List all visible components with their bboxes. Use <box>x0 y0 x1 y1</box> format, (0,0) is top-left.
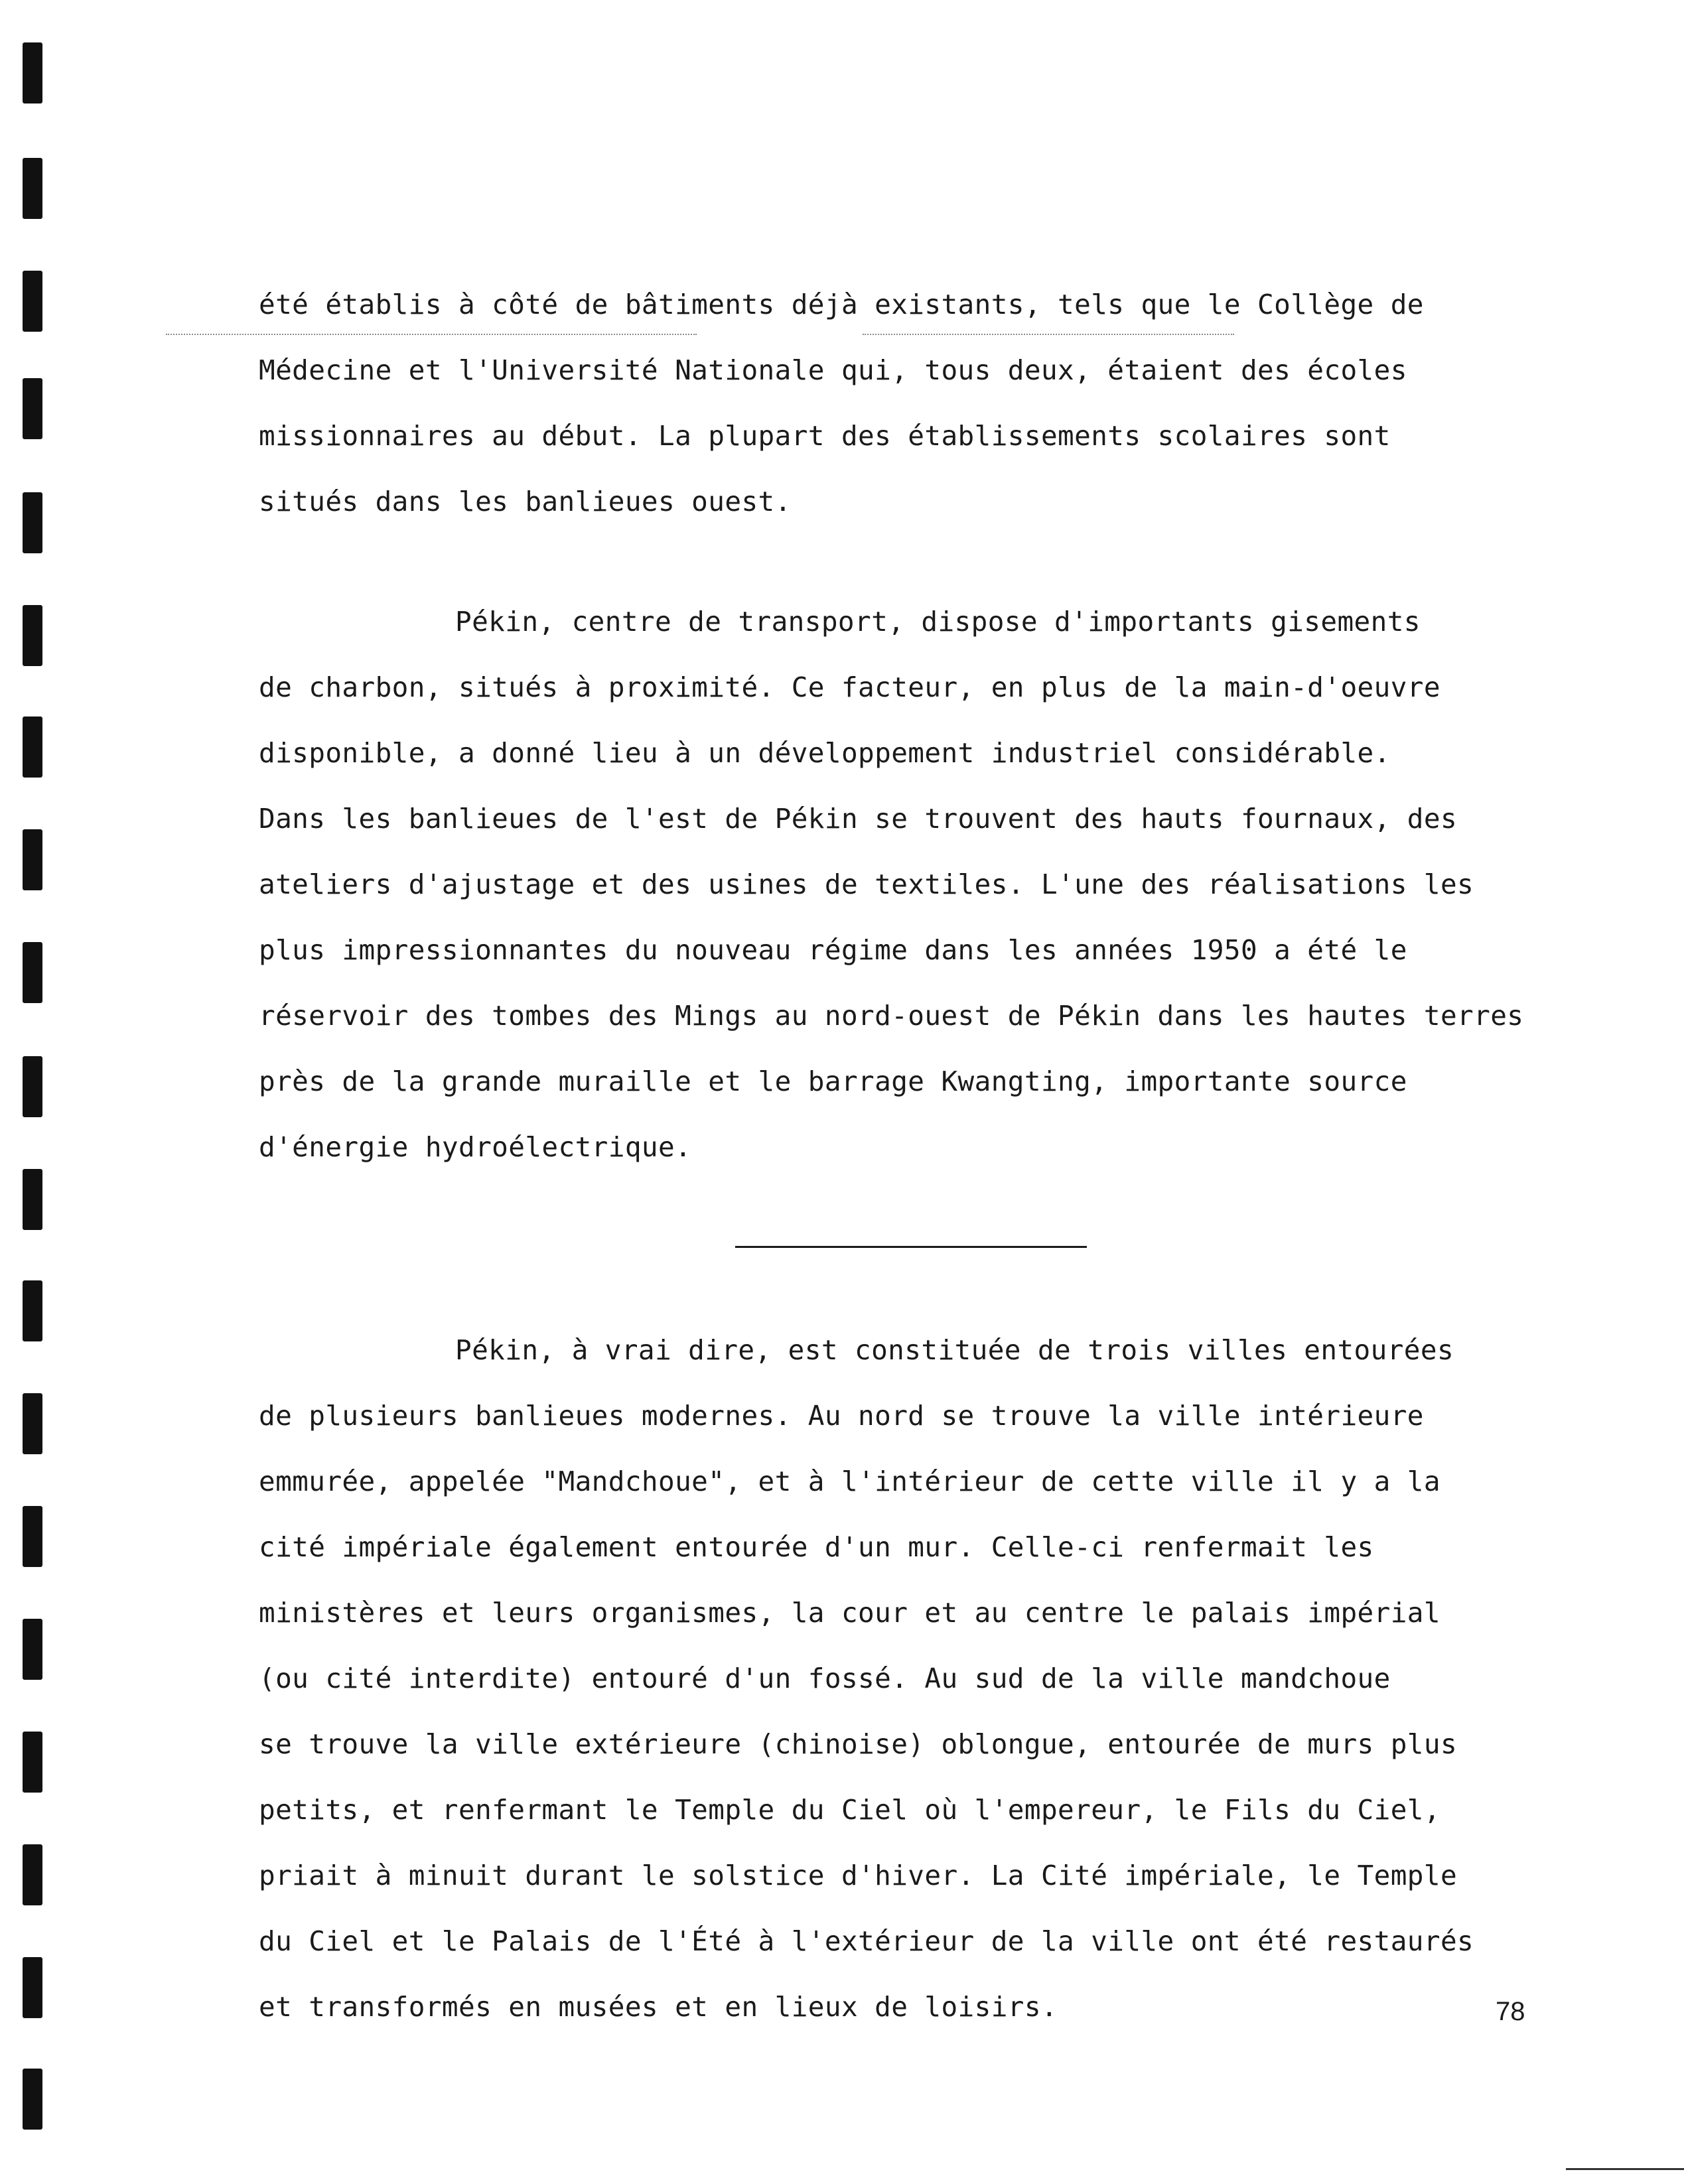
punch-hole <box>23 1393 42 1454</box>
text-line: Dans les banlieues de l'est de Pékin se trouvent des hauts fournaux, des <box>259 803 1458 835</box>
binding-punch-holes <box>23 0 49 2184</box>
text-line: de plusieurs banlieues modernes. Au nord se trouve la ville intérieure <box>259 1400 1424 1432</box>
page-number: 78 <box>1496 1997 1525 2026</box>
text-line: (ou cité interdite) entouré d'un fossé. Au sud de la ville mandchoue <box>259 1663 1391 1694</box>
punch-hole <box>23 1957 42 2018</box>
text-line: disponible, a donné lieu à un développement industriel considérable. <box>259 737 1391 769</box>
punch-hole <box>23 1506 42 1567</box>
text-line: près de la grande muraille et le barrage Kwangting, importante source <box>259 1065 1407 1097</box>
punch-hole <box>23 1844 42 1905</box>
text-line: situés dans les banlieues ouest. <box>259 486 792 517</box>
text-line: réservoir des tombes des Mings au nord-ouest de Pékin dans les hautes terres <box>259 1000 1524 1032</box>
text-line: d'énergie hydroélectrique. <box>259 1131 692 1163</box>
section-divider <box>735 1246 1087 1248</box>
punch-hole <box>23 1280 42 1341</box>
punch-hole <box>23 1169 42 1230</box>
punch-hole <box>23 942 42 1003</box>
text-line: de charbon, situés à proximité. Ce facteur, en plus de la main-d'oeuvre <box>259 671 1440 703</box>
margin-rule <box>1566 2168 1684 2170</box>
text-line: cité impériale également entourée d'un mur. Celle-ci renfermait les <box>259 1531 1374 1563</box>
text-line: Pékin, centre de transport, dispose d'importants gisements <box>455 606 1421 638</box>
punch-hole <box>23 378 42 439</box>
text-line: du Ciel et le Palais de l'Été à l'extérieur de la ville ont été restaurés <box>259 1925 1474 1957</box>
punch-hole <box>23 492 42 553</box>
text-line: missionnaires au début. La plupart des établissements scolaires sont <box>259 420 1391 452</box>
text-line: ministères et leurs organismes, la cour et au centre le palais impérial <box>259 1597 1440 1629</box>
paragraph-schools <box>259 272 1559 535</box>
punch-hole <box>23 1056 42 1117</box>
text-line: priait à minuit durant le solstice d'hiver. La Cité impériale, le Temple <box>259 1860 1458 1891</box>
text-line: ateliers d'ajustage et des usines de textiles. L'une des réalisations les <box>259 868 1474 900</box>
paragraph-industry <box>259 589 1559 1180</box>
punch-hole <box>23 271 42 332</box>
paragraph-three-cities <box>259 1318 1559 2040</box>
punch-hole <box>23 2069 42 2130</box>
punch-hole <box>23 829 42 890</box>
text-line: et transformés en musées et en lieux de loisirs. <box>259 1991 1058 2023</box>
punch-hole <box>23 1732 42 1793</box>
punch-hole <box>23 717 42 778</box>
text-line: emmurée, appelée "Mandchoue", et à l'intérieur de cette ville il y a la <box>259 1466 1440 1497</box>
punch-hole <box>23 158 42 219</box>
punch-hole <box>23 1619 42 1680</box>
punch-hole <box>23 42 42 103</box>
punch-hole <box>23 605 42 666</box>
text-line: Médecine et l'Université Nationale qui, tous deux, étaient des écoles <box>259 354 1407 386</box>
text-line: se trouve la ville extérieure (chinoise) oblongue, entourée de murs plus <box>259 1728 1458 1760</box>
text-line: plus impressionnantes du nouveau régime dans les années 1950 a été le <box>259 934 1407 966</box>
text-line: Pékin, à vrai dire, est constituée de trois villes entourées <box>455 1334 1454 1366</box>
text-line: petits, et renfermant le Temple du Ciel où l'empereur, le Fils du Ciel, <box>259 1794 1440 1826</box>
text-line: été établis à côté de bâtiments déjà existants, tels que le Collège de <box>259 289 1424 320</box>
